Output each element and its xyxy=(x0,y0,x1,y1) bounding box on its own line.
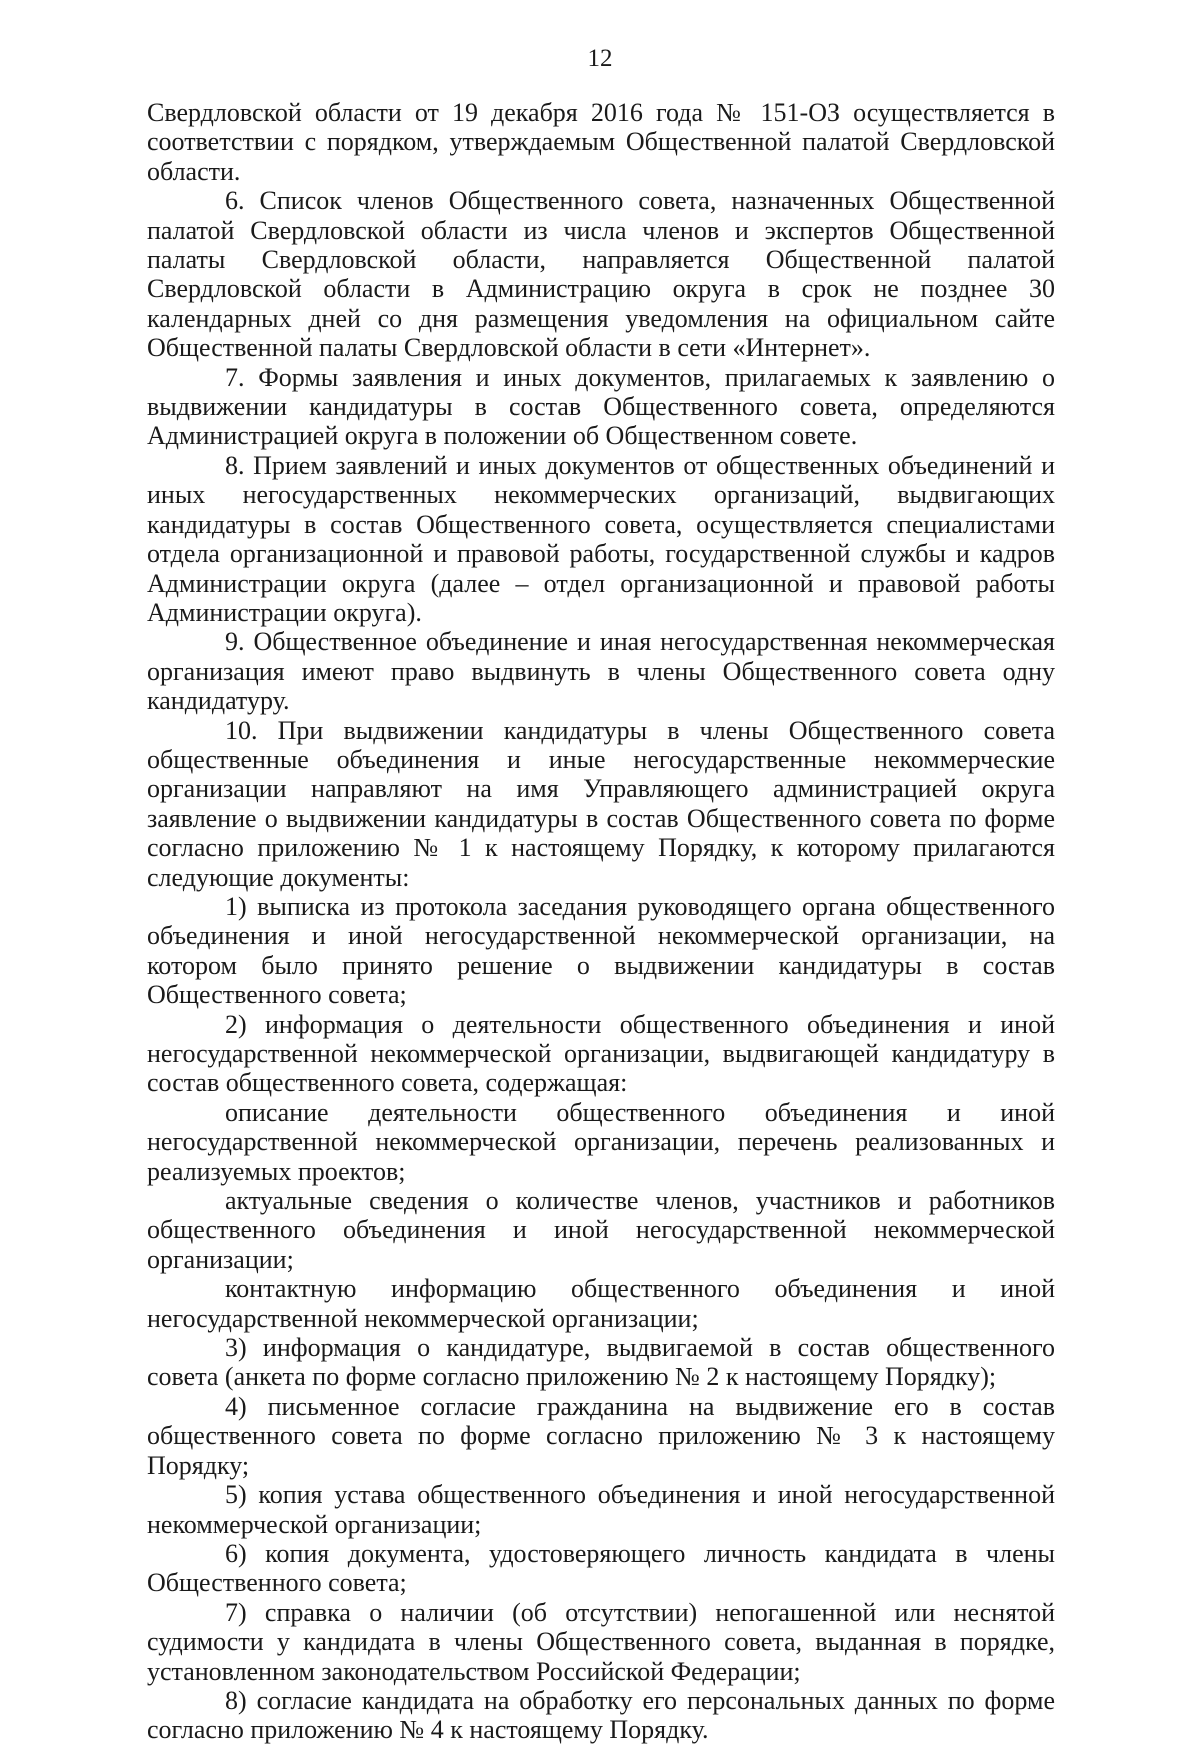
document-body xyxy=(147,98,1055,1745)
paragraph-continuation: Свердловской области от 19 декабря 2016 года № 151-ОЗ осуществляется в соответствии с порядком, утверждаемым Общественной палатой Свердловской области. xyxy=(147,98,1055,186)
subitem-1: 1) выписка из протокола заседания руководящего органа общественного объединения и иной негосударственной некоммерческой организации, на котором было принято решение о выдвижении кандидатуры в состав Общественного совета; xyxy=(147,891,1055,1010)
subitem-2: 2) информация о деятельности общественного объединения и иной негосударственной некоммерческой организации, выдвигающей кандидатуру в состав общественного совета, содержащая: xyxy=(147,1009,1055,1098)
subitem-4: 4) письменное согласие гражданина на выдвижение его в состав общественного совета по форме согласно приложению № 3 к настоящему Порядку; xyxy=(147,1391,1055,1480)
subitem-5: 5) копия устава общественного объединения и иной негосударственной некоммерческой организации; xyxy=(147,1480,1055,1539)
page-number: 12 xyxy=(587,45,613,72)
subitem-8: 8) согласие кандидата на обработку его персональных данных по форме согласно приложению № 4 к настоящему Порядку. xyxy=(147,1685,1055,1745)
subitem-2-contact-info: контактную информацию общественного объединения и иной негосударственной некоммерческой организации; xyxy=(147,1274,1055,1333)
subitem-7: 7) справка о наличии (об отсутствии) непогашенной или неснятой судимости у кандидата в члены Общественного совета, выданная в порядке, установленном законодательством Российской Федерации; xyxy=(147,1597,1055,1686)
subitem-2-member-info: актуальные сведения о количестве членов, участников и работников общественного объединения и иной негосударственной некоммерческой организации; xyxy=(147,1186,1055,1274)
subitem-3: 3) информация о кандидатуре, выдвигаемой в состав общественного совета (анкета по форме согласно приложению № 2 к настоящему Порядку); xyxy=(147,1333,1055,1392)
subitem-6: 6) копия документа, удостоверяющего личность кандидата в члены Общественного совета; xyxy=(147,1538,1055,1598)
paragraph-item-7: 7. Формы заявления и иных документов, прилагаемых к заявлению о выдвижении кандидатуры в состав Общественного совета, определяются Администрацией округа в положении об Общественном совете. xyxy=(147,362,1055,451)
paragraph-item-10: 10. При выдвижении кандидатуры в члены Общественного совета общественные объединения и иные негосударственные некоммерческие организации направляют на имя Управляющего администрацией округа заявление о выдвижении кандидатуры в состав Общественного совета по форме согласно приложению № 1 к настоящему Порядку, к которому прилагаются следующие документы: xyxy=(147,715,1055,892)
subitem-2-activity-description: описание деятельности общественного объединения и иной негосударственной некоммерческой организации, перечень реализованных и реализуемых проектов; xyxy=(147,1097,1055,1186)
paragraph-item-6: 6. Список членов Общественного совета, назначенных Общественной палатой Свердловской области из числа членов и экспертов Общественной палаты Свердловской области, направляется Общественной палатой Свердловской области в Администрацию округа в срок не позднее 30 календарных дней со дня размещения уведомления на официальном сайте Общественной палаты Свердловской области в сети «Интернет». xyxy=(147,186,1055,363)
paragraph-item-8: 8. Прием заявлений и иных документов от общественных объединений и иных негосударственных некоммерческих организаций, выдвигающих кандидатуры в состав Общественного совета, осуществляется специалистами отдела организационной и правовой работы, государственной службы и кадров Администрации округа (далее – отдел организационной и правовой работы Администрации округа). xyxy=(147,450,1055,627)
paragraph-item-9: 9. Общественное объединение и иная негосударственная некоммерческая организация имеют право выдвинуть в члены Общественного совета одну кандидатуру. xyxy=(147,627,1055,716)
